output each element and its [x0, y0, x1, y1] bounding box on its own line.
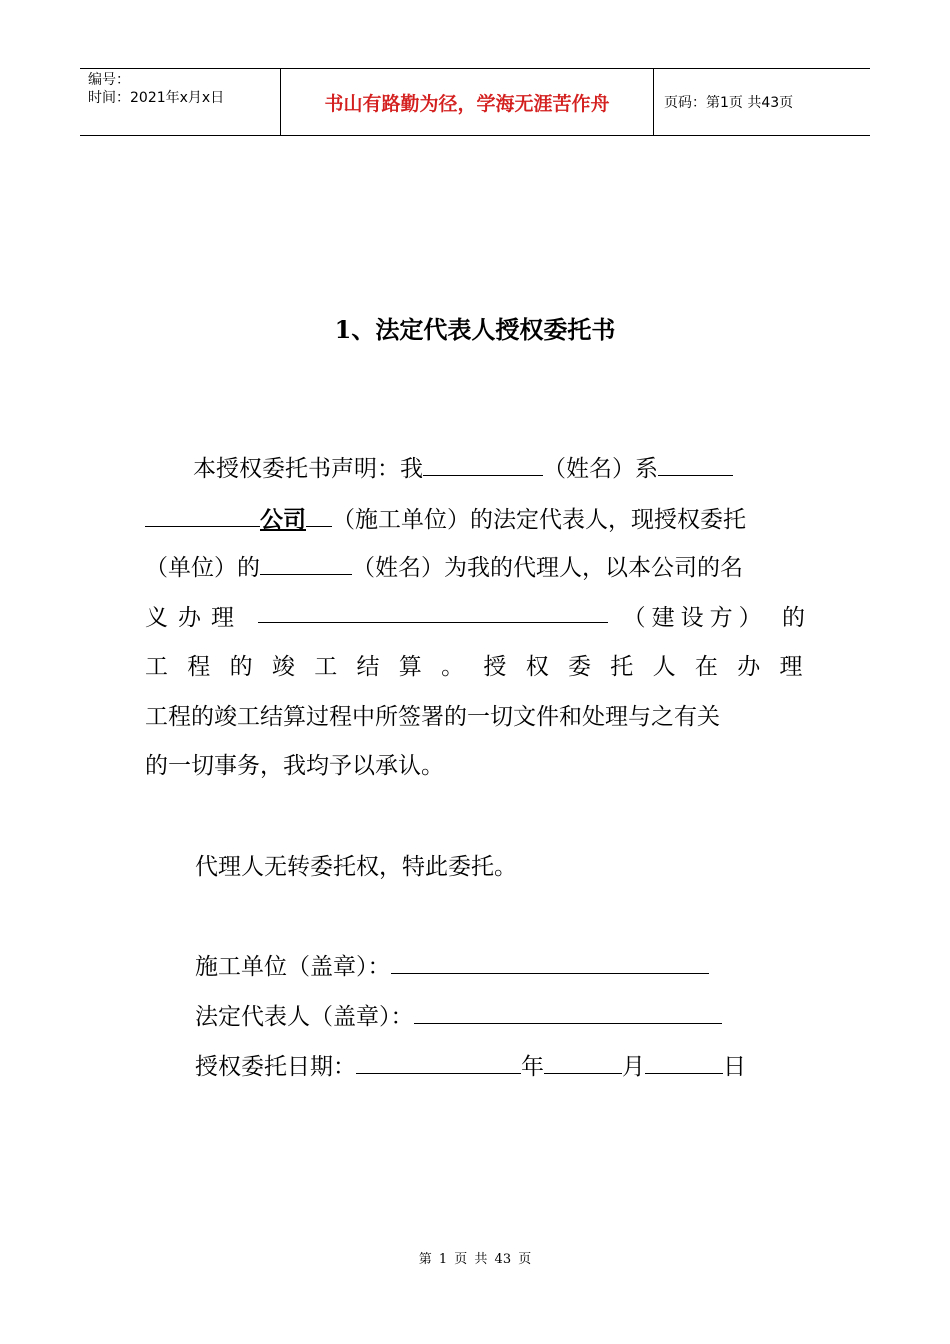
declaration-text: 的 [781, 604, 805, 631]
page-footer: 第 1 页 共 43 页 [418, 1252, 532, 1267]
declaration-paragraph [145, 445, 822, 792]
declaration-line-2 [145, 495, 805, 545]
company-blank-2 [145, 498, 260, 527]
declaration-line-4 [145, 594, 805, 644]
declaration-text: （单位）的 [145, 555, 260, 581]
legal-rep-label: 法定代表人（盖章）： [195, 1004, 414, 1030]
construction-unit-label: 施工单位（盖章）： [195, 954, 391, 980]
company-blank-1 [658, 447, 733, 476]
no-transfer-statement: 代理人无转委托权，特此委托。 [195, 854, 517, 880]
authorization-date-row [195, 1045, 746, 1081]
number-label: 编号： [88, 72, 130, 88]
header-meta [80, 69, 281, 135]
agent-unit-blank [260, 546, 352, 575]
declaration-text: 本授权委托书声明：我 [193, 456, 423, 482]
year-blank [356, 1045, 521, 1074]
declaration-text: 义办理 [145, 604, 244, 631]
time-label: 时间：2021年x月x日 [88, 90, 225, 106]
date-label: 授权委托日期： [195, 1054, 356, 1080]
declaration-line-5: 工程的竣工结算。授权委托人在办理 [145, 654, 822, 680]
declaration-line-6: 工程的竣工结算过程中所签署的一切文件和处理与之有关 [145, 703, 720, 730]
declaration-text: （施工单位）的法定代表人，现授权委托 [332, 506, 746, 533]
declaration-text: （姓名）为我的代理人，以本公司的名 [352, 555, 743, 581]
month-label: 月 [622, 1054, 645, 1080]
month-blank [544, 1045, 622, 1074]
company-blank-3 [306, 498, 332, 527]
declaration-text: （姓名）系 [543, 456, 658, 482]
day-blank [645, 1045, 723, 1074]
project-blank [258, 594, 608, 623]
declaration-line-3 [145, 544, 805, 594]
declaration-text: （建设方） [622, 604, 768, 631]
header-page-code: 页码：第1页 共43页 [664, 95, 794, 111]
year-label: 年 [521, 1054, 544, 1080]
document-header [80, 68, 870, 136]
header-motto: 书山有路勤为径，学海无涯苦作舟 [281, 69, 654, 135]
construction-unit-seal-row [195, 945, 709, 981]
declaration-line-7: 的一切事务，我均予以承认。 [145, 753, 444, 779]
name-blank [423, 447, 543, 476]
day-label: 日 [723, 1054, 746, 1080]
document-title: 1、法定代表人授权委托书 [334, 315, 616, 344]
legal-rep-blank [414, 995, 722, 1024]
company-word: 公司 [260, 505, 306, 533]
declaration-line-1 [145, 445, 805, 495]
legal-rep-seal-row [195, 995, 722, 1031]
construction-unit-blank [391, 945, 709, 974]
